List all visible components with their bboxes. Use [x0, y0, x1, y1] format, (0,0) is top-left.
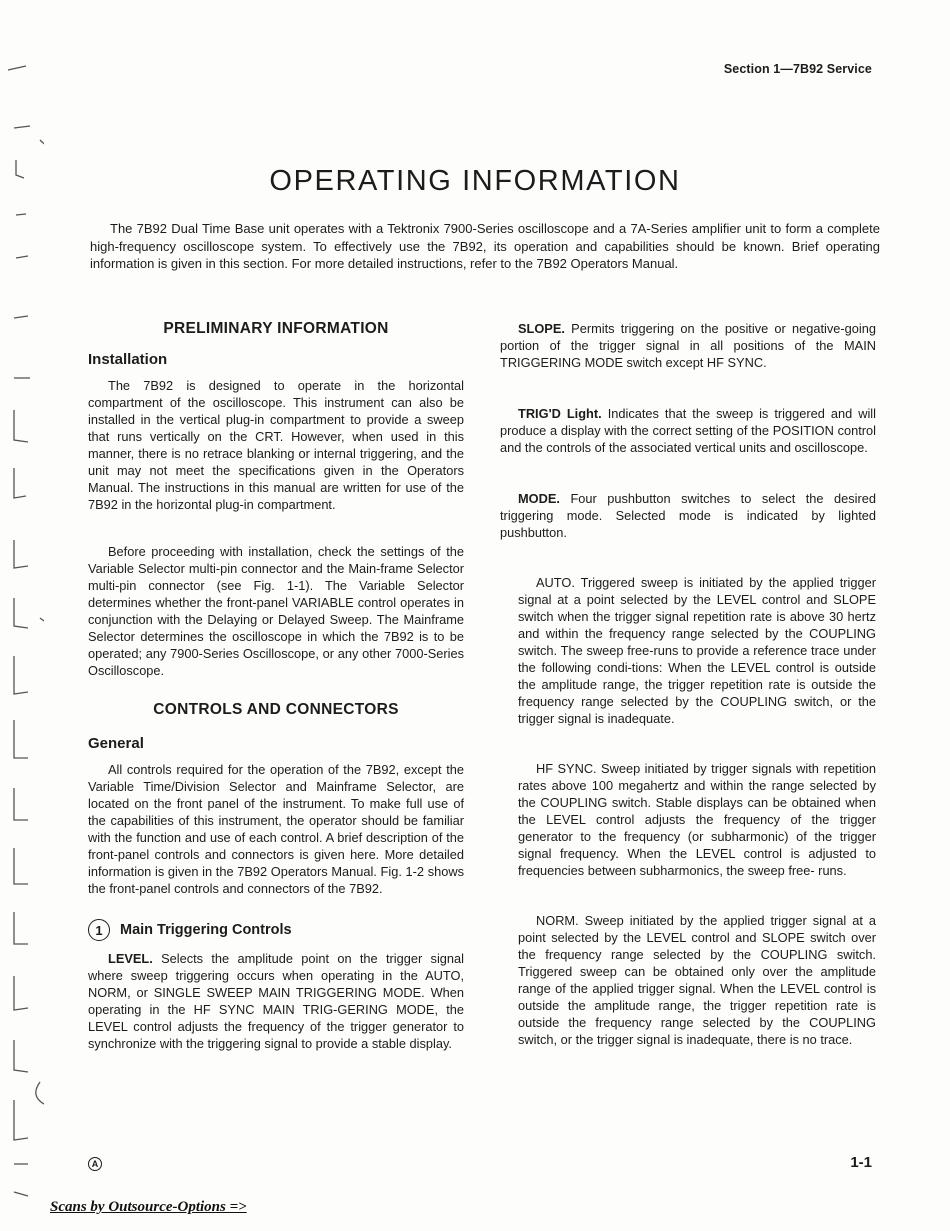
main-triggering-controls-heading [88, 919, 464, 941]
mode-label: MODE. [518, 491, 560, 506]
left-column [88, 320, 464, 1052]
controls-and-connectors-heading: CONTROLS AND CONNECTORS [153, 701, 399, 718]
trigd-label: TRIG'D Light. [518, 406, 602, 421]
slope-text: Permits triggering on the positive or negative-going portion of the trigger signal in all positions of the MAIN TRIGGERING MODE switch except HF SYNC. [500, 321, 876, 370]
installation-heading: Installation [88, 351, 168, 368]
slope-paragraph [500, 320, 876, 371]
mode-text: Four pushbutton switches to select the desired triggering mode. Selected mode is indicated by lighted pushbutton. [500, 491, 876, 540]
page-title: OPERATING INFORMATION [269, 165, 681, 198]
installation-paragraph-2: Before proceeding with installation, check the settings of the Variable Selector multi-pin connector and the Main-frame Selector multi-pin connector (see Fig. 1-1). The Variable Selector determines whether the front-panel VARIABLE control operates in conjunction with the Delaying or Delayed Sweep. The Mainframe Selector determines the oscilloscope in which the 7B92 is to be operated; any 7900-Series Oscilloscope, or any other 7000-Series Oscilloscope. [88, 544, 464, 678]
hf-sync-paragraph: HF SYNC. Sweep initiated by trigger signals with repetition rates above 100 megahertz and within the range selected by the COUPLING switch. Stable displays can be obtained when the LEVEL control adjusts the frequency of the trigger generator to the frequency (or subharmonic) of the trigger signal frequency. When the LEVEL control is adjusted to frequencies between subharmonics, the sweep free- runs. [518, 761, 876, 878]
intro-paragraph: The 7B92 Dual Time Base unit operates with a Tektronix 7900-Series oscilloscope and a 7A-Series amplifier unit to form a complete high-frequency oscilloscope system. To effectively use the 7B92, its operation and capabilities should be known. Brief operating information is given in this section. For more detailed instructions, refer to the 7B92 Operators Manual. [90, 221, 880, 271]
trigd-light-paragraph [500, 405, 876, 456]
level-label: LEVEL. [108, 951, 153, 966]
general-paragraph: All controls required for the operation of the 7B92, except the Variable Time/Division Selector and Mainframe Selector, are located on the front panel of the instrument. To make full use of the capabilities of this instrument, the operator should be familiar with the function and use of each control. A brief description of the front-panel controls and connectors is given here. More detailed information is given in the 7B92 Operators Manual. Fig. 1-2 shows the front-panel controls and connectors of the 7B92. [88, 762, 464, 896]
main-triggering-controls-label: Main Triggering Controls [120, 922, 292, 938]
mode-paragraph [500, 490, 876, 541]
slope-label: SLOPE. [518, 321, 565, 336]
trigd-text: Indicates that the sweep is triggered and will produce a display with the correct setting of the POSITION control and the controls of the associated vertical units and oscilloscope. [500, 406, 876, 455]
general-heading: General [88, 735, 144, 752]
norm-paragraph: NORM. Sweep initiated by the applied trigger signal at a point selected by the LEVEL control and SLOPE switch over the frequency range selected by the COUPLING switch. Triggered sweep can be obtained only over the amplitude range of the applied trigger signal. When the LEVEL control is outside the amplitude range, the trigger repetition rate is outside the frequency range selected by the COUPLING switch, or the trigger signal is inadequate, there is no trace. [518, 913, 876, 1047]
section-header: Section 1—7B92 Service [723, 62, 872, 76]
installation-paragraph-1: The 7B92 is designed to operate in the horizontal compartment of the oscilloscope. This instrument can also be installed in the vertical plug-in compartment to provide a sweep that runs vertically on the CRT. However, when used in this manner, there is no retrace blanking or internal triggering, and the unit may not meet the specifications given in the Operators Manual. The instructions in this manual are written for use of the 7B92 in the horizontal plug-in compartment. [88, 378, 464, 512]
number-one-circle-icon: 1 [88, 919, 110, 941]
auto-paragraph: AUTO. Triggered sweep is initiated by the applied trigger signal at a point selected by the LEVEL control and SLOPE switch when the trigger signal repetition rate is above 30 hertz and within the frequency range selected by the COUPLING switch. The sweep free-runs to provide a reference trace under the following condi-tions: When the LEVEL control is outside the amplitude range, the trigger repetition rate is outside the frequency range selected by the COUPLING switch, or the trigger signal is inadequate. [518, 575, 876, 726]
tektronix-mark-icon: A [88, 1157, 102, 1171]
preliminary-information-heading: PRELIMINARY INFORMATION [163, 320, 389, 337]
right-column [500, 320, 876, 1048]
page-number: 1-1 [850, 1154, 872, 1171]
level-text: Selects the amplitude point on the trigger signal where sweep triggering occurs when operating in the AUTO, NORM, or SINGLE SWEEP MAIN TRIGGERING MODE. When operating in the HF SYNC MAIN TRIG-GERING MODE, the LEVEL control adjusts the frequency of the trigger generator to synchronize with the triggering signal to provide a stable display. [88, 951, 464, 1051]
scan-credit-link[interactable]: Scans by Outsource-Options => [50, 1199, 247, 1215]
level-paragraph [88, 950, 464, 1052]
